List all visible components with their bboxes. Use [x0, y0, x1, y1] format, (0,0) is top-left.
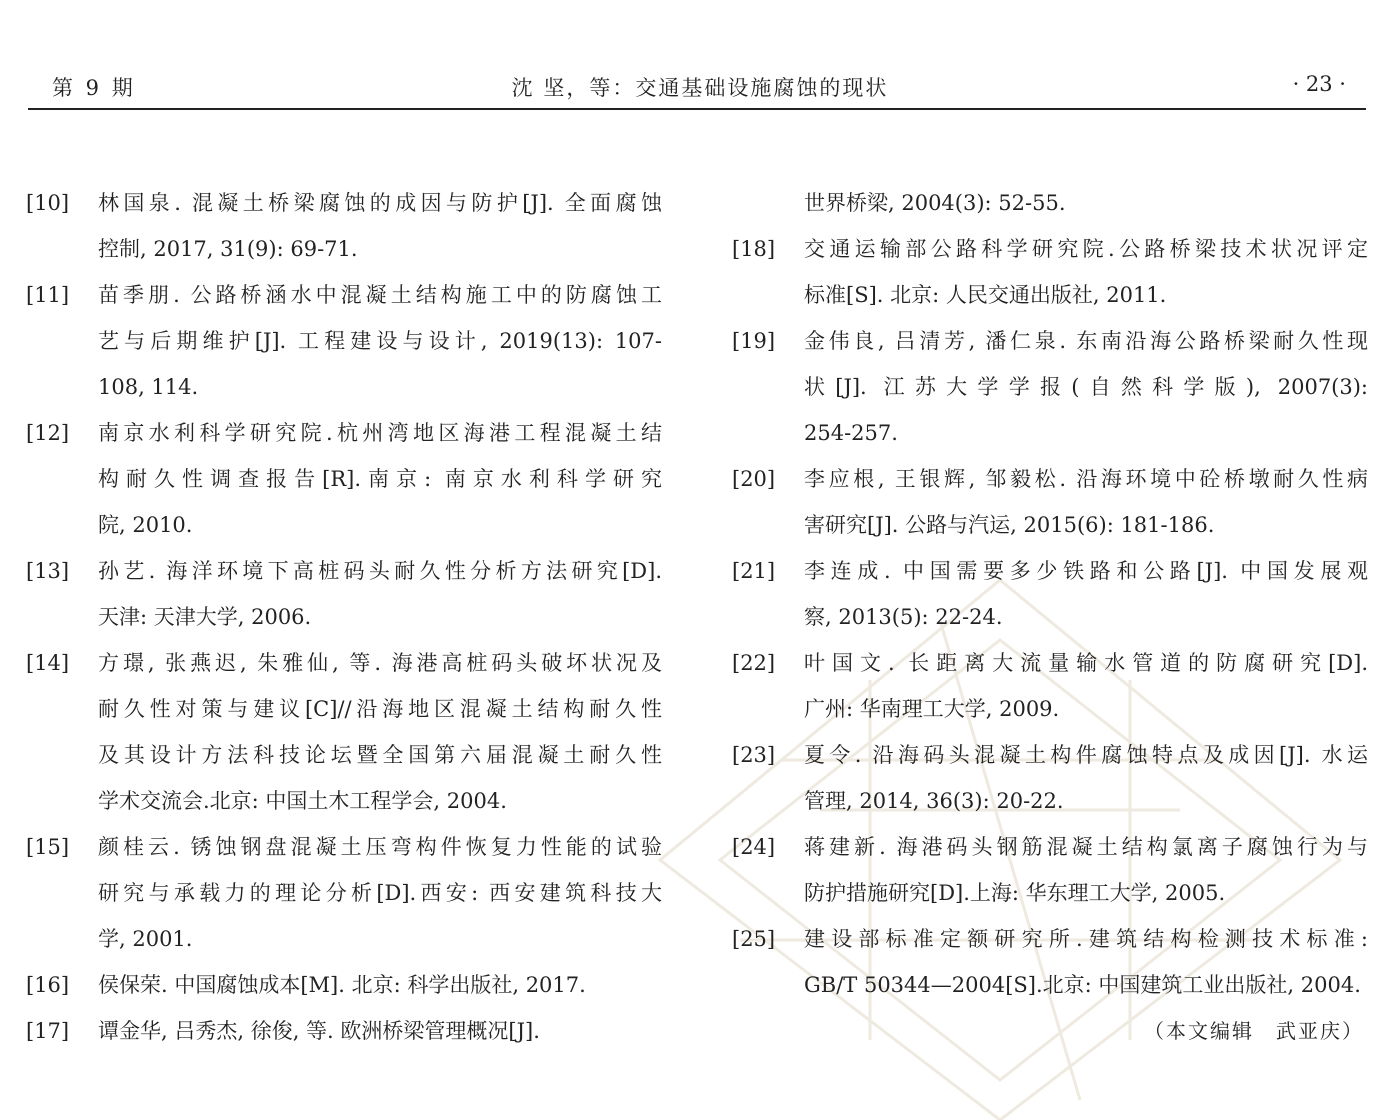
- reference-line: 状[J]. 江苏大学学报(自然科学版), 2007(3):: [804, 375, 1368, 399]
- reference-line: GB/T 50344—2004[S].北京: 中国建筑工业出版社, 2004.: [804, 973, 1361, 997]
- reference-entry: [732, 916, 1368, 1008]
- reference-line: 金伟良, 吕清芳, 潘仁泉. 东南沿海公路桥梁耐久性现: [804, 329, 1368, 353]
- reference-number: [13]: [26, 559, 70, 583]
- reference-line: 颜桂云. 锈蚀钢盘混凝土压弯构件恢复力性能的试验: [98, 835, 662, 859]
- references-left-column: [26, 180, 662, 1054]
- reference-line: 控制, 2017, 31(9): 69-71.: [98, 237, 358, 261]
- reference-number: [16]: [26, 973, 70, 997]
- reference-line: 学, 2001.: [98, 927, 193, 951]
- reference-entry: [732, 732, 1368, 824]
- reference-number: [10]: [26, 191, 70, 215]
- reference-line: 李应根, 王银辉, 邹毅松. 沿海环境中砼桥墩耐久性病: [804, 467, 1368, 491]
- reference-line: 防护措施研究[D].上海: 华东理工大学, 2005.: [804, 881, 1226, 905]
- reference-entry: [26, 1008, 662, 1054]
- reference-17-continuation: [732, 180, 1368, 226]
- reference-line: 108, 114.: [98, 375, 199, 399]
- reference-line: 李连成. 中国需要多少铁路和公路[J]. 中国发展观: [804, 559, 1368, 583]
- reference-entry: [26, 272, 662, 410]
- reference-line: 天津: 天津大学, 2006.: [98, 605, 312, 629]
- reference-line: 研究与承载力的理论分析[D].西安: 西安建筑科技大: [98, 881, 662, 905]
- reference-entry: [732, 548, 1368, 640]
- reference-line: 254-257.: [804, 421, 898, 445]
- reference-entry: [732, 824, 1368, 916]
- running-title: 沈 坚，等：交通基础设施腐蚀的现状: [511, 76, 889, 100]
- issue-number: 第 9 期: [52, 76, 136, 100]
- reference-line: 交通运输部公路科学研究院.公路桥梁技术状况评定: [804, 237, 1368, 261]
- reference-entry: [26, 640, 662, 824]
- reference-number: [18]: [732, 237, 776, 261]
- reference-line: 蒋建新. 海港码头钢筋混凝土结构氯离子腐蚀行为与: [804, 835, 1368, 859]
- reference-entry: [26, 180, 662, 272]
- reference-text: [804, 548, 1368, 640]
- reference-text: [804, 640, 1368, 732]
- page-number: · 23 ·: [1292, 72, 1346, 96]
- reference-line: 院, 2010.: [98, 513, 193, 537]
- reference-entry: [26, 548, 662, 640]
- reference-text: [98, 180, 662, 272]
- reference-line: 标准[S]. 北京: 人民交通出版社, 2011.: [804, 283, 1167, 307]
- reference-line: 侯保荣. 中国腐蚀成本[M]. 北京: 科学出版社, 2017.: [98, 973, 586, 997]
- reference-line: 学术交流会.北京: 中国土木工程学会, 2004.: [98, 789, 507, 813]
- reference-text: [804, 226, 1368, 318]
- reference-text: [98, 272, 662, 410]
- header-rule: [28, 108, 1366, 110]
- reference-line: 南京水利科学研究院.杭州湾地区海港工程混凝土结: [98, 421, 662, 445]
- reference-entry: [26, 824, 662, 962]
- reference-line: 建设部标准定额研究所.建筑结构检测技术标准:: [804, 927, 1368, 951]
- editor-note: （本文编辑 武亚庆）: [1144, 1019, 1364, 1043]
- reference-line: 世界桥梁, 2004(3): 52-55.: [804, 191, 1066, 215]
- reference-line: 耐久性对策与建议[C]//沿海地区混凝土结构耐久性: [98, 697, 662, 721]
- reference-text: [804, 318, 1368, 456]
- reference-number: [22]: [732, 651, 776, 675]
- reference-text: [98, 1008, 662, 1054]
- reference-number: [14]: [26, 651, 70, 675]
- reference-number: [19]: [732, 329, 776, 353]
- reference-text: [98, 410, 662, 548]
- reference-line: 夏令. 沿海码头混凝土构件腐蚀特点及成因[J]. 水运: [804, 743, 1368, 767]
- reference-text: [804, 824, 1368, 916]
- reference-entry: [732, 226, 1368, 318]
- reference-entry: [26, 962, 662, 1008]
- reference-line: 害研究[J]. 公路与汽运, 2015(6): 181-186.: [804, 513, 1215, 537]
- reference-entry: [732, 456, 1368, 548]
- reference-number: [25]: [732, 927, 776, 951]
- reference-number: [20]: [732, 467, 776, 491]
- reference-text: [98, 962, 662, 1008]
- reference-text: [804, 732, 1368, 824]
- reference-line: 广州: 华南理工大学, 2009.: [804, 697, 1060, 721]
- reference-text: [98, 548, 662, 640]
- reference-entry: [732, 640, 1368, 732]
- reference-number: [17]: [26, 1019, 70, 1043]
- reference-number: [11]: [26, 283, 70, 307]
- reference-entry: [732, 318, 1368, 456]
- reference-line: 察, 2013(5): 22-24.: [804, 605, 1003, 629]
- reference-number: [12]: [26, 421, 70, 445]
- reference-line: 及其设计方法科技论坛暨全国第六届混凝土耐久性: [98, 743, 662, 767]
- reference-number: [23]: [732, 743, 776, 767]
- reference-entry: [26, 410, 662, 548]
- reference-line: 构耐久性调查报告[R].南京: 南京水利科学研究: [98, 467, 662, 491]
- reference-number: [24]: [732, 835, 776, 859]
- reference-line: 林国泉. 混凝土桥梁腐蚀的成因与防护[J]. 全面腐蚀: [98, 191, 662, 215]
- reference-line: 方璟, 张燕迟, 朱雅仙, 等. 海港高桩码头破坏状况及: [98, 651, 662, 675]
- reference-text: [98, 824, 662, 962]
- reference-line: 谭金华, 吕秀杰, 徐俊, 等. 欧洲桥梁管理概况[J].: [98, 1019, 540, 1043]
- reference-line: 苗季朋. 公路桥涵水中混凝土结构施工中的防腐蚀工: [98, 283, 662, 307]
- reference-line: 孙艺. 海洋环境下高桩码头耐久性分析方法研究[D].: [98, 559, 662, 583]
- reference-line: 艺与后期维护[J]. 工程建设与设计, 2019(13): 107-: [98, 329, 662, 353]
- reference-line: 叶国文. 长距离大流量输水管道的防腐研究[D].: [804, 651, 1368, 675]
- references-right-column: [732, 180, 1368, 1054]
- reference-text: [804, 916, 1368, 1008]
- reference-number: [21]: [732, 559, 776, 583]
- reference-number: [15]: [26, 835, 70, 859]
- reference-line: 管理, 2014, 36(3): 20-22.: [804, 789, 1064, 813]
- reference-text: [804, 456, 1368, 548]
- reference-text: [98, 640, 662, 824]
